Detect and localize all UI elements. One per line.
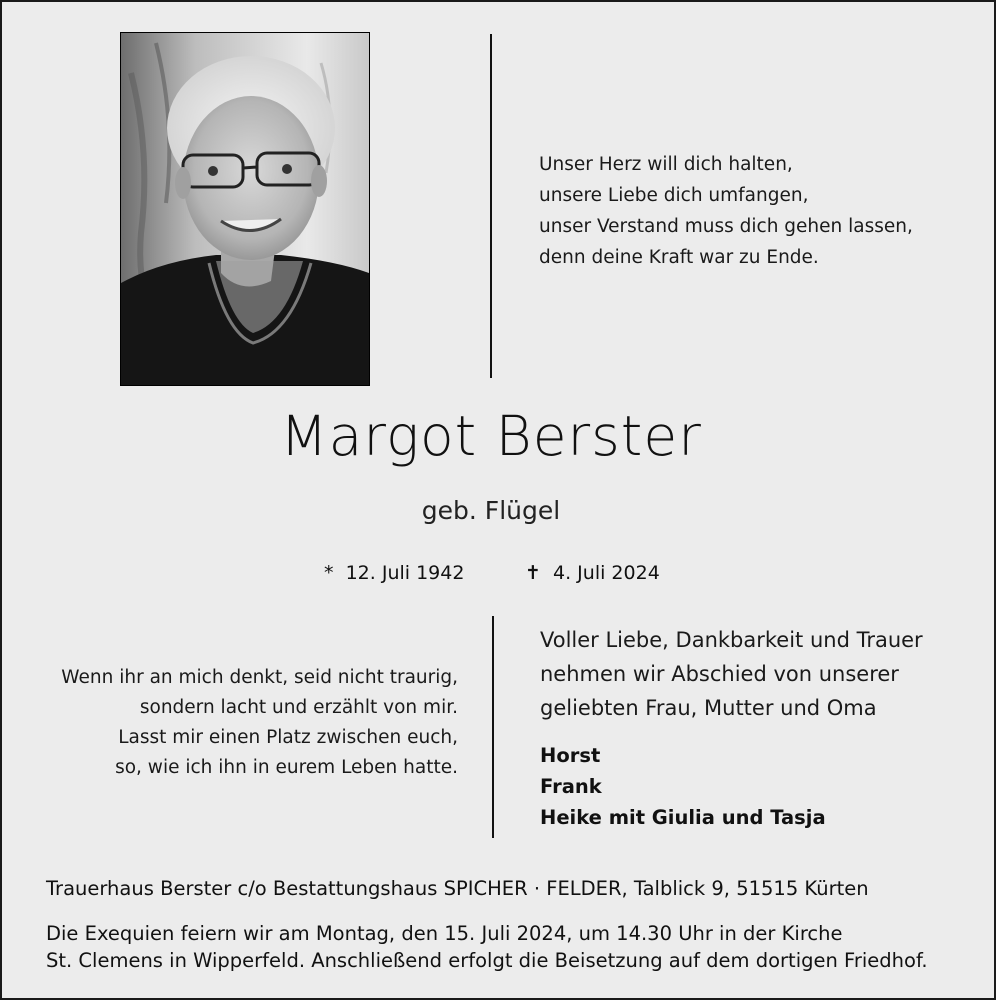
- family-member: Horst: [540, 744, 601, 767]
- family-message-line: nehmen wir Abschied von unserer: [540, 662, 899, 686]
- birth-date: [324, 562, 464, 584]
- poem-left-line: so, wie ich ihn in eurem Leben hatte.: [115, 757, 458, 778]
- divider-bottom: [492, 616, 494, 838]
- star-icon: *: [324, 562, 334, 584]
- poem-top-line: denn deine Kraft war zu Ende.: [539, 247, 819, 268]
- funeral-service-info: [46, 920, 986, 974]
- portrait-image: [121, 33, 369, 385]
- poem-top-line: Unser Herz will dich halten,: [539, 154, 793, 175]
- deceased-name: Margot Berster: [280, 404, 702, 468]
- poem-left-line: sondern lacht und erzählt von mir.: [139, 697, 458, 718]
- portrait-photo: [120, 32, 370, 386]
- maiden-name: geb. Flügel: [421, 496, 561, 525]
- family-member: Frank: [540, 775, 602, 798]
- poem-top-line: unsere Liebe dich umfangen,: [539, 185, 809, 206]
- family-message: [540, 623, 980, 725]
- death-date-text: 4. Juli 2024: [553, 562, 660, 584]
- service-info-line: St. Clemens in Wipperfeld. Anschließend erfolgt die Beisetzung auf dem dortigen Friedhof.: [46, 949, 928, 972]
- family-message-line: geliebten Frau, Mutter und Oma: [540, 696, 877, 720]
- poem-left-line: Lasst mir einen Platz zwischen euch,: [118, 727, 458, 748]
- poem-left: [22, 663, 458, 783]
- poem-top: [539, 149, 979, 273]
- family-member: Heike mit Giulia und Tasja: [540, 806, 826, 829]
- divider-top: [490, 34, 492, 378]
- cross-icon: ✝: [525, 562, 541, 584]
- family-names: [540, 740, 826, 833]
- birth-date-text: 12. Juli 1942: [345, 562, 465, 584]
- funeral-home-address: Trauerhaus Berster c/o Bestattungshaus SPICHER · FELDER, Talblick 9, 51515 Kürten: [46, 877, 869, 900]
- death-date: [525, 562, 660, 584]
- service-info-line: Die Exequien feiern wir am Montag, den 15. Juli 2024, um 14.30 Uhr in der Kirche: [46, 922, 843, 945]
- poem-left-line: Wenn ihr an mich denkt, seid nicht traurig,: [61, 667, 458, 688]
- family-message-line: Voller Liebe, Dankbarkeit und Trauer: [540, 628, 923, 652]
- poem-top-line: unser Verstand muss dich gehen lassen,: [539, 216, 913, 237]
